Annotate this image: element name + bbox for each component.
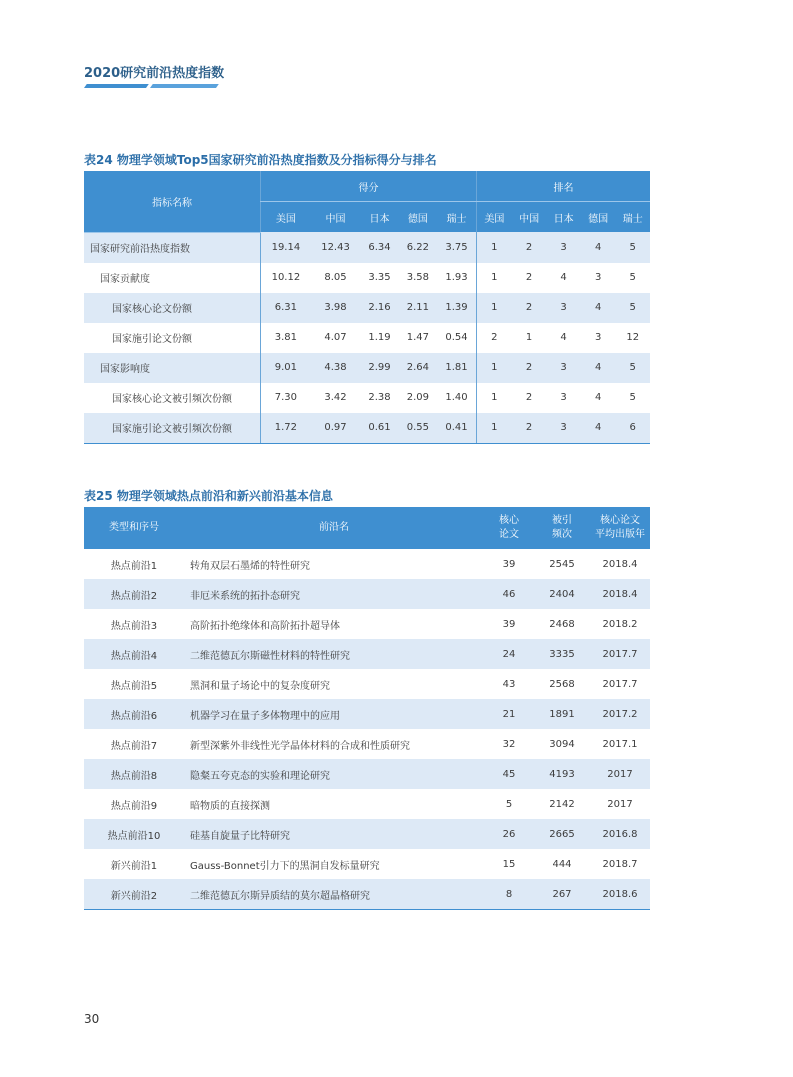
rank-cell: 5	[615, 263, 650, 293]
citations-cell: 3335	[534, 639, 590, 669]
mean-year-cell: 2018.4	[590, 549, 650, 579]
core-papers-cell: 8	[484, 879, 534, 910]
rank-cell: 3	[546, 353, 581, 383]
citations-cell: 2665	[534, 819, 590, 849]
core-papers-cell: 21	[484, 699, 534, 729]
rank-cell: 1	[476, 413, 511, 444]
mean-year-cell: 2017.7	[590, 669, 650, 699]
rank-cell: 4	[581, 293, 616, 323]
score-cell: 10.12	[261, 263, 311, 293]
score-cell: 0.55	[399, 413, 437, 444]
score-cell: 2.09	[399, 383, 437, 413]
citations-cell: 3094	[534, 729, 590, 759]
score-cell: 3.75	[437, 232, 476, 263]
front-name-cell: 非厄米系统的拓扑态研究	[184, 579, 484, 609]
score-cell: 3.98	[311, 293, 360, 323]
rank-cell: 1	[476, 353, 511, 383]
rank-cell: 3	[581, 323, 616, 353]
score-cell: 3.81	[261, 323, 311, 353]
table-row	[84, 879, 650, 910]
header-line: 频次	[552, 529, 572, 540]
header-line: 核心	[499, 515, 519, 526]
table25	[84, 507, 650, 910]
table25-year-header	[590, 507, 650, 549]
rank-cell: 2	[512, 353, 547, 383]
rank-cell: 2	[476, 323, 511, 353]
citations-cell: 2468	[534, 609, 590, 639]
core-papers-cell: 26	[484, 819, 534, 849]
table-row	[84, 263, 650, 293]
citations-cell: 2142	[534, 789, 590, 819]
score-cell: 4.07	[311, 323, 360, 353]
rank-cell: 3	[546, 232, 581, 263]
core-papers-cell: 24	[484, 639, 534, 669]
front-type-cell: 新兴前沿1	[84, 849, 184, 879]
table25-caption: 表25 物理学领域热点前沿和新兴前沿基本信息	[84, 489, 333, 503]
page-number: 30	[84, 1012, 100, 1026]
table24-rank-country-header: 日本	[546, 202, 581, 233]
score-cell: 12.43	[311, 232, 360, 263]
citations-cell: 2545	[534, 549, 590, 579]
rank-cell: 2	[512, 413, 547, 444]
core-papers-cell: 39	[484, 549, 534, 579]
indicator-name: 国家贡献度	[84, 263, 261, 293]
score-cell: 0.97	[311, 413, 360, 444]
score-cell: 2.64	[399, 353, 437, 383]
table-row	[84, 293, 650, 323]
rank-cell: 3	[546, 293, 581, 323]
rank-cell: 3	[546, 383, 581, 413]
table24-rank-header: 排名	[476, 171, 650, 202]
mean-year-cell: 2017.2	[590, 699, 650, 729]
rank-cell: 4	[581, 232, 616, 263]
rank-cell: 4	[546, 323, 581, 353]
core-papers-cell: 5	[484, 789, 534, 819]
front-name-cell: 转角双层石墨烯的特性研究	[184, 549, 484, 579]
indicator-name: 国家施引论文份额	[84, 323, 261, 353]
table24	[84, 171, 650, 444]
header-line: 平均出版年	[595, 529, 645, 540]
table24-rank-country-header: 中国	[512, 202, 547, 233]
citations-cell: 1891	[534, 699, 590, 729]
rank-cell: 3	[546, 413, 581, 444]
table-row	[84, 579, 650, 609]
mean-year-cell: 2017.7	[590, 639, 650, 669]
score-cell: 1.40	[437, 383, 476, 413]
score-cell: 8.05	[311, 263, 360, 293]
score-cell: 1.19	[360, 323, 398, 353]
indicator-name: 国家核心论文被引频次份额	[84, 383, 261, 413]
table24-rank-country-header: 瑞士	[615, 202, 650, 233]
header-decor-bar	[84, 84, 149, 88]
core-papers-cell: 15	[484, 849, 534, 879]
rank-cell: 1	[476, 263, 511, 293]
mean-year-cell: 2018.4	[590, 579, 650, 609]
front-type-cell: 热点前沿6	[84, 699, 184, 729]
mean-year-cell: 2018.2	[590, 609, 650, 639]
front-name-cell: 黑洞和量子场论中的复杂度研究	[184, 669, 484, 699]
rank-cell: 1	[476, 383, 511, 413]
score-cell: 2.16	[360, 293, 398, 323]
table-row	[84, 849, 650, 879]
core-papers-cell: 39	[484, 609, 534, 639]
table25-type-header: 类型和序号	[84, 507, 184, 549]
rank-cell: 2	[512, 383, 547, 413]
rank-cell: 2	[512, 263, 547, 293]
front-name-cell: 机器学习在量子多体物理中的应用	[184, 699, 484, 729]
rank-cell: 1	[512, 323, 547, 353]
rank-cell: 4	[581, 413, 616, 444]
table-row	[84, 609, 650, 639]
score-cell: 3.35	[360, 263, 398, 293]
table25-name-header: 前沿名	[184, 507, 484, 549]
score-cell: 6.22	[399, 232, 437, 263]
rank-cell: 5	[615, 232, 650, 263]
score-cell: 7.30	[261, 383, 311, 413]
front-name-cell: 高阶拓扑绝缘体和高阶拓扑超导体	[184, 609, 484, 639]
front-name-cell: 新型深紫外非线性光学晶体材料的合成和性质研究	[184, 729, 484, 759]
front-name-cell: 隐粲五夸克态的实验和理论研究	[184, 759, 484, 789]
score-cell: 0.54	[437, 323, 476, 353]
citations-cell: 444	[534, 849, 590, 879]
indicator-name: 国家施引论文被引频次份额	[84, 413, 261, 444]
score-cell: 2.38	[360, 383, 398, 413]
score-cell: 1.81	[437, 353, 476, 383]
table-row	[84, 699, 650, 729]
rank-cell: 2	[512, 232, 547, 263]
header-title: 2020研究前沿热度指数	[84, 66, 225, 81]
table-row	[84, 759, 650, 789]
table24-caption: 表24 物理学领域Top5国家研究前沿热度指数及分指标得分与排名	[84, 153, 437, 167]
mean-year-cell: 2017	[590, 759, 650, 789]
mean-year-cell: 2018.7	[590, 849, 650, 879]
rank-cell: 5	[615, 293, 650, 323]
score-cell: 6.34	[360, 232, 398, 263]
front-name-cell: 暗物质的直接探测	[184, 789, 484, 819]
table-row	[84, 729, 650, 759]
table-row	[84, 323, 650, 353]
score-cell: 1.72	[261, 413, 311, 444]
front-type-cell: 热点前沿8	[84, 759, 184, 789]
front-name-cell: 二维范德瓦尔斯磁性材料的特性研究	[184, 639, 484, 669]
table-row	[84, 383, 650, 413]
mean-year-cell: 2016.8	[590, 819, 650, 849]
score-cell: 2.99	[360, 353, 398, 383]
score-cell: 9.01	[261, 353, 311, 383]
indicator-name: 国家研究前沿热度指数	[84, 232, 261, 263]
front-type-cell: 热点前沿7	[84, 729, 184, 759]
header-decor-bar	[150, 84, 219, 88]
table24-score-country-header: 日本	[360, 202, 398, 233]
indicator-name: 国家影响度	[84, 353, 261, 383]
table24-score-country-header: 美国	[261, 202, 311, 233]
core-papers-cell: 45	[484, 759, 534, 789]
table24-score-country-header: 瑞士	[437, 202, 476, 233]
rank-cell: 2	[512, 293, 547, 323]
table-row	[84, 232, 650, 263]
rank-cell: 3	[581, 263, 616, 293]
front-name-cell: 硅基自旋量子比特研究	[184, 819, 484, 849]
mean-year-cell: 2017	[590, 789, 650, 819]
front-type-cell: 热点前沿10	[84, 819, 184, 849]
table-row	[84, 819, 650, 849]
indicator-name: 国家核心论文份额	[84, 293, 261, 323]
front-type-cell: 热点前沿3	[84, 609, 184, 639]
table25-core-header	[484, 507, 534, 549]
core-papers-cell: 32	[484, 729, 534, 759]
core-papers-cell: 43	[484, 669, 534, 699]
table-row	[84, 353, 650, 383]
score-cell: 1.93	[437, 263, 476, 293]
rank-cell: 1	[476, 232, 511, 263]
citations-cell: 4193	[534, 759, 590, 789]
score-cell: 0.41	[437, 413, 476, 444]
score-cell: 1.47	[399, 323, 437, 353]
table-row	[84, 639, 650, 669]
front-type-cell: 热点前沿4	[84, 639, 184, 669]
score-cell: 2.11	[399, 293, 437, 323]
score-cell: 6.31	[261, 293, 311, 323]
rank-cell: 4	[546, 263, 581, 293]
citations-cell: 2404	[534, 579, 590, 609]
score-cell: 4.38	[311, 353, 360, 383]
citations-cell: 267	[534, 879, 590, 910]
rank-cell: 5	[615, 353, 650, 383]
table24-score-country-header: 中国	[311, 202, 360, 233]
front-name-cell: 二维范德瓦尔斯异质结的莫尔超晶格研究	[184, 879, 484, 910]
table-row	[84, 549, 650, 579]
mean-year-cell: 2017.1	[590, 729, 650, 759]
header-line: 被引	[552, 515, 572, 526]
score-cell: 1.39	[437, 293, 476, 323]
header-line: 核心论文	[600, 515, 640, 526]
table-row	[84, 789, 650, 819]
table25-cited-header	[534, 507, 590, 549]
rank-cell: 5	[615, 383, 650, 413]
core-papers-cell: 46	[484, 579, 534, 609]
score-cell: 3.58	[399, 263, 437, 293]
front-type-cell: 热点前沿5	[84, 669, 184, 699]
header-line: 论文	[499, 529, 519, 540]
score-cell: 19.14	[261, 232, 311, 263]
table24-name-header: 指标名称	[84, 171, 261, 232]
rank-cell: 12	[615, 323, 650, 353]
score-cell: 0.61	[360, 413, 398, 444]
score-cell: 3.42	[311, 383, 360, 413]
rank-cell: 4	[581, 353, 616, 383]
table-row	[84, 413, 650, 444]
mean-year-cell: 2018.6	[590, 879, 650, 910]
table-row	[84, 669, 650, 699]
front-type-cell: 热点前沿1	[84, 549, 184, 579]
rank-cell: 4	[581, 383, 616, 413]
table24-rank-country-header: 美国	[476, 202, 511, 233]
table24-score-country-header: 德国	[399, 202, 437, 233]
rank-cell: 6	[615, 413, 650, 444]
table24-rank-country-header: 德国	[581, 202, 616, 233]
front-name-cell: Gauss-Bonnet引力下的黑洞自发标量研究	[184, 849, 484, 879]
front-type-cell: 热点前沿9	[84, 789, 184, 819]
citations-cell: 2568	[534, 669, 590, 699]
rank-cell: 1	[476, 293, 511, 323]
front-type-cell: 新兴前沿2	[84, 879, 184, 910]
front-type-cell: 热点前沿2	[84, 579, 184, 609]
table24-score-header: 得分	[261, 171, 477, 202]
